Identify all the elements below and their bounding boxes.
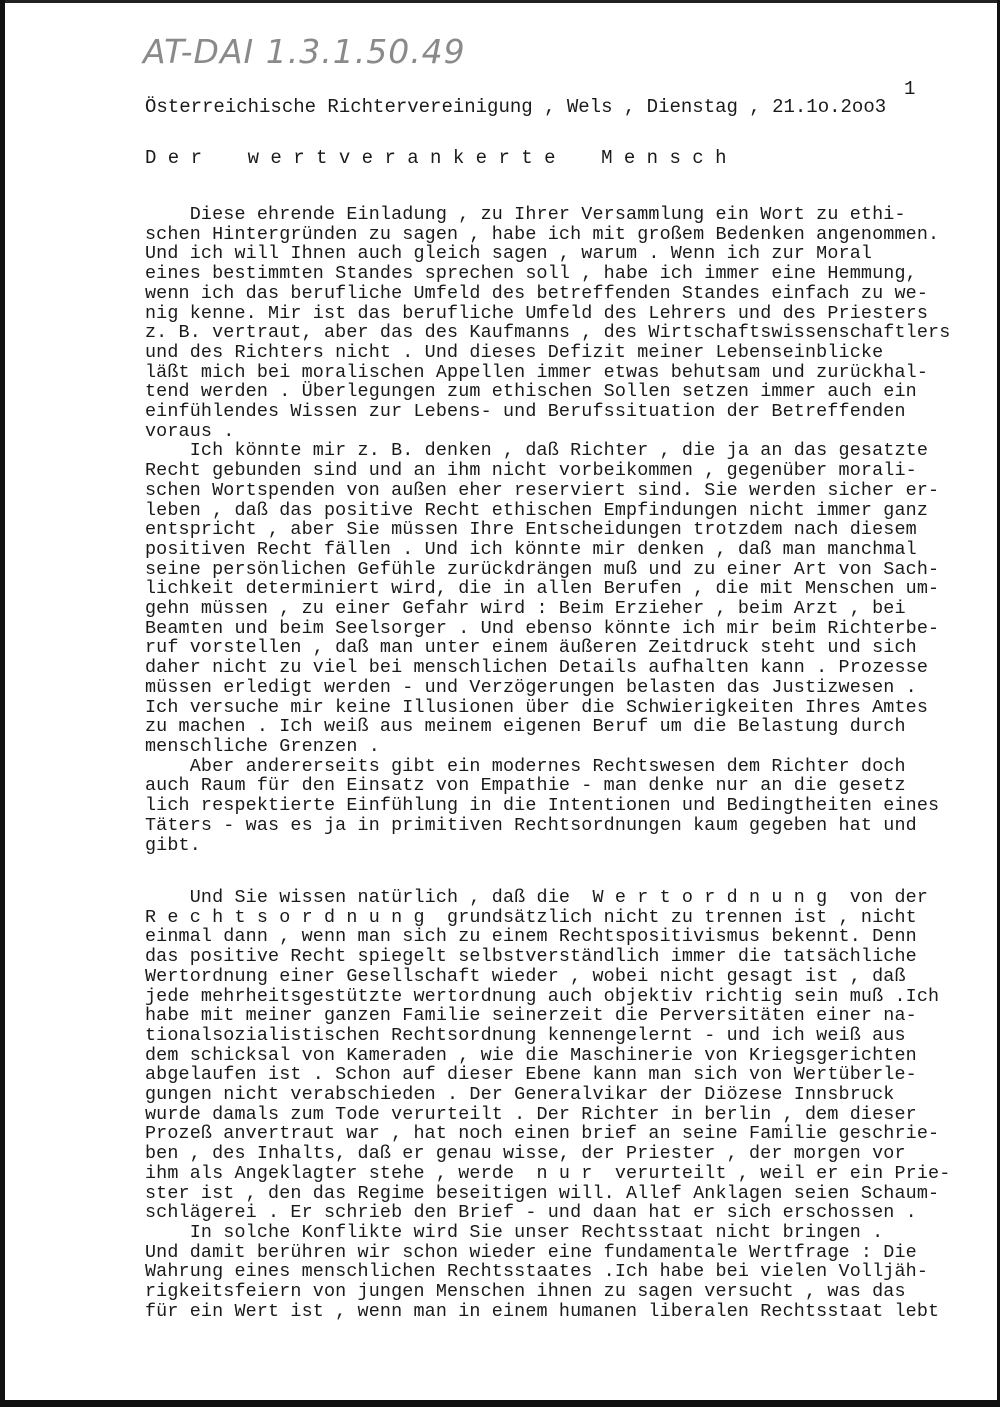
text-line: Prozeß anvertraut war , hat noch einen brief an seine Familie geschrie- — [145, 1123, 940, 1145]
text-line: Wertordnung einer Gesellschaft wieder , wobei nicht gesagt ist , daß — [145, 965, 906, 987]
text-line: wenn ich das berufliche Umfeld des betreffenden Standes einfach zu we- — [145, 282, 929, 304]
text-line: Aber andererseits gibt ein modernes Rechtswesen dem Richter doch — [145, 755, 906, 777]
archive-stamp: AT-DAI 1.3.1.50.49 — [143, 32, 466, 71]
text-line: jede mehrheitsgestützte wertordnung auch objektiv richtig sein muß .Ich — [145, 985, 940, 1007]
text-line: abgelaufen ist . Schon auf dieser Ebene kann man sich von Wertüberle- — [145, 1064, 917, 1086]
text-line: Diese ehrende Einladung , zu Ihrer Versammlung ein Wort zu ethi- — [145, 204, 906, 225]
text-line: schen Wortspenden von außen eher reserviert sind. Sie werden sicher er- — [145, 479, 940, 501]
text-line: ihm als Angeklagter stehe , werde n u r verurteilt , weil er ein Prie- — [145, 1162, 951, 1184]
text-line: ruf vorstellen , daß man unter einem äußeren Zeitdruck steht und sich — [145, 637, 917, 659]
body-paragraph-block-2 — [145, 888, 950, 1321]
scan-border-top — [0, 0, 1000, 3]
text-line: menschliche Grenzen . — [145, 735, 380, 757]
text-line: tend werden . Überlegungen zum ethischen Sollen setzen immer auch ein — [145, 381, 917, 403]
text-line: gungen nicht verabschieden . Der Generalvikar der Diözese Innsbruck — [145, 1084, 895, 1106]
text-line: In solche Konflikte wird Sie unser Rechtsstaat nicht bringen . — [145, 1221, 884, 1243]
text-line: zu machen . Ich weiß aus meinem eigenen Beruf um die Belastung durch — [145, 716, 906, 738]
text-line: nig kenne. Mir ist das berufliche Umfeld des Lehrers und des Priesters — [145, 302, 929, 324]
text-line: ster ist , den das Regime beseitigen will. Allef Anklagen seien Schaum- — [145, 1182, 940, 1204]
text-line: habe mit meiner ganzen Familie seinerzeit die Perversitäten einer na- — [145, 1005, 917, 1027]
text-line: das positive Recht spiegelt selbstverständlich immer die tatsächliche — [145, 946, 917, 968]
text-line: für ein Wert ist , wenn man in einem humanen liberalen Rechtsstaat lebt — [145, 1300, 940, 1322]
text-line: Ich versuche mir keine Illusionen über die Schwierigkeiten Ihres Amtes — [145, 696, 929, 718]
text-line: rigkeitsfeiern von jungen Menschen ihnen zu sagen versucht , was das — [145, 1281, 906, 1303]
text-line: Ich könnte mir z. B. denken , daß Richter , die ja an das gesatzte — [145, 440, 929, 462]
text-line: müssen erledigt werden - und Verzögerungen belasten das Justizwesen . — [145, 676, 917, 698]
text-line: einfühlendes Wissen zur Lebens- und Berufssituation der Betreffenden — [145, 401, 906, 423]
text-line: wurde damals zum Tode verurteilt . Der Richter in berlin , dem dieser — [145, 1103, 917, 1125]
text-line: gehn müssen , zu einer Gefahr wird : Beim Erzieher , beim Arzt , bei — [145, 598, 906, 620]
text-line: ben , des Inhalts, daß er genau wisse, der Priester , der morgen vor — [145, 1143, 906, 1165]
text-line: daher nicht zu viel bei menschlichen Details aufhalten kann . Prozesse — [145, 657, 929, 679]
text-line: z. B. vertraut, aber das des Kaufmanns , des Wirtschaftswissenschaftlers — [145, 322, 951, 344]
text-line: Und Sie wissen natürlich , daß die W e r t o r d n u n g von der — [145, 887, 929, 908]
text-line: einmal dann , wenn man sich zu einem Rechtspositivismus bekennt. Denn — [145, 926, 917, 948]
text-line: Wahrung eines menschlichen Rechtsstaates .Ich habe bei vielen Volljäh- — [145, 1261, 929, 1283]
text-line: lich respektierte Einfühlung in die Intentionen und Bedingtheiten eines — [145, 795, 940, 817]
text-line: tionalsozialistischen Rechtsordnung kennengelernt - und ich weiß aus — [145, 1024, 906, 1046]
page-number: 1 — [904, 78, 916, 100]
text-line: auch Raum für den Einsatz von Empathie - man denke nur an die gesetz — [145, 775, 906, 797]
text-line: voraus . — [145, 420, 235, 442]
text-line: entspricht , aber Sie müssen Ihre Entscheidungen trotzdem nach diesem — [145, 519, 917, 541]
text-line: dem schicksal von Kameraden , wie die Maschinerie von Kriegsgerichten — [145, 1044, 917, 1066]
text-line: Beamten und beim Seelsorger . Und ebenso könnte ich mir beim Richterbe- — [145, 617, 940, 639]
text-line: seine persönlichen Gefühle zurückdrängen muß und zu einer Art von Sach- — [145, 558, 940, 580]
text-line: leben , daß das positive Recht ethischen Empfindungen nicht immer ganz — [145, 499, 929, 521]
scan-border-left — [0, 0, 5, 1407]
text-line: und des Richters nicht . Und dieses Defizit meiner Lebenseinblicke — [145, 341, 884, 363]
text-line: eines bestimmten Standes sprechen soll , habe ich immer eine Hemmung, — [145, 263, 917, 285]
text-line: Recht gebunden sind und an ihm nicht vorbeikommen , gegenüber morali- — [145, 460, 917, 482]
text-line: Und damit berühren wir schon wieder eine fundamentale Wertfrage : Die — [145, 1241, 917, 1263]
document-title: D e r w e r t v e r a n k e r t e M e n s c h — [145, 147, 727, 169]
text-line: positiven Recht fällen . Und ich könnte mir denken , daß man manchmal — [145, 538, 917, 560]
body-paragraph-block-1 — [145, 205, 950, 855]
text-line: Täters - was es ja in primitiven Rechtsordnungen kaum gegeben hat und — [145, 814, 917, 836]
text-line: läßt mich bei moralischen Appellen immer etwas behutsam und zurückhal- — [145, 361, 929, 383]
scan-border-bottom — [0, 1400, 1000, 1407]
text-line: gibt. — [145, 834, 201, 856]
text-line: lichkeit determiniert wird, die in allen Berufen , die mit Menschen um- — [145, 578, 940, 600]
text-line: Und ich will Ihnen auch gleich sagen , warum . Wenn ich zur Moral — [145, 243, 873, 265]
text-line: schlägerei . Er schrieb den Brief - und daan hat er sich erschossen . — [145, 1202, 917, 1224]
document-header: Österreichische Richtervereinigung , Wels , Dienstag , 21.1o.2oo3 — [145, 96, 887, 118]
text-line: R e c h t s o r d n u n g grundsätzlich nicht zu trennen ist , nicht — [145, 906, 917, 928]
text-line: schen Hintergründen zu sagen , habe ich mit großem Bedenken angenommen. — [145, 223, 940, 245]
